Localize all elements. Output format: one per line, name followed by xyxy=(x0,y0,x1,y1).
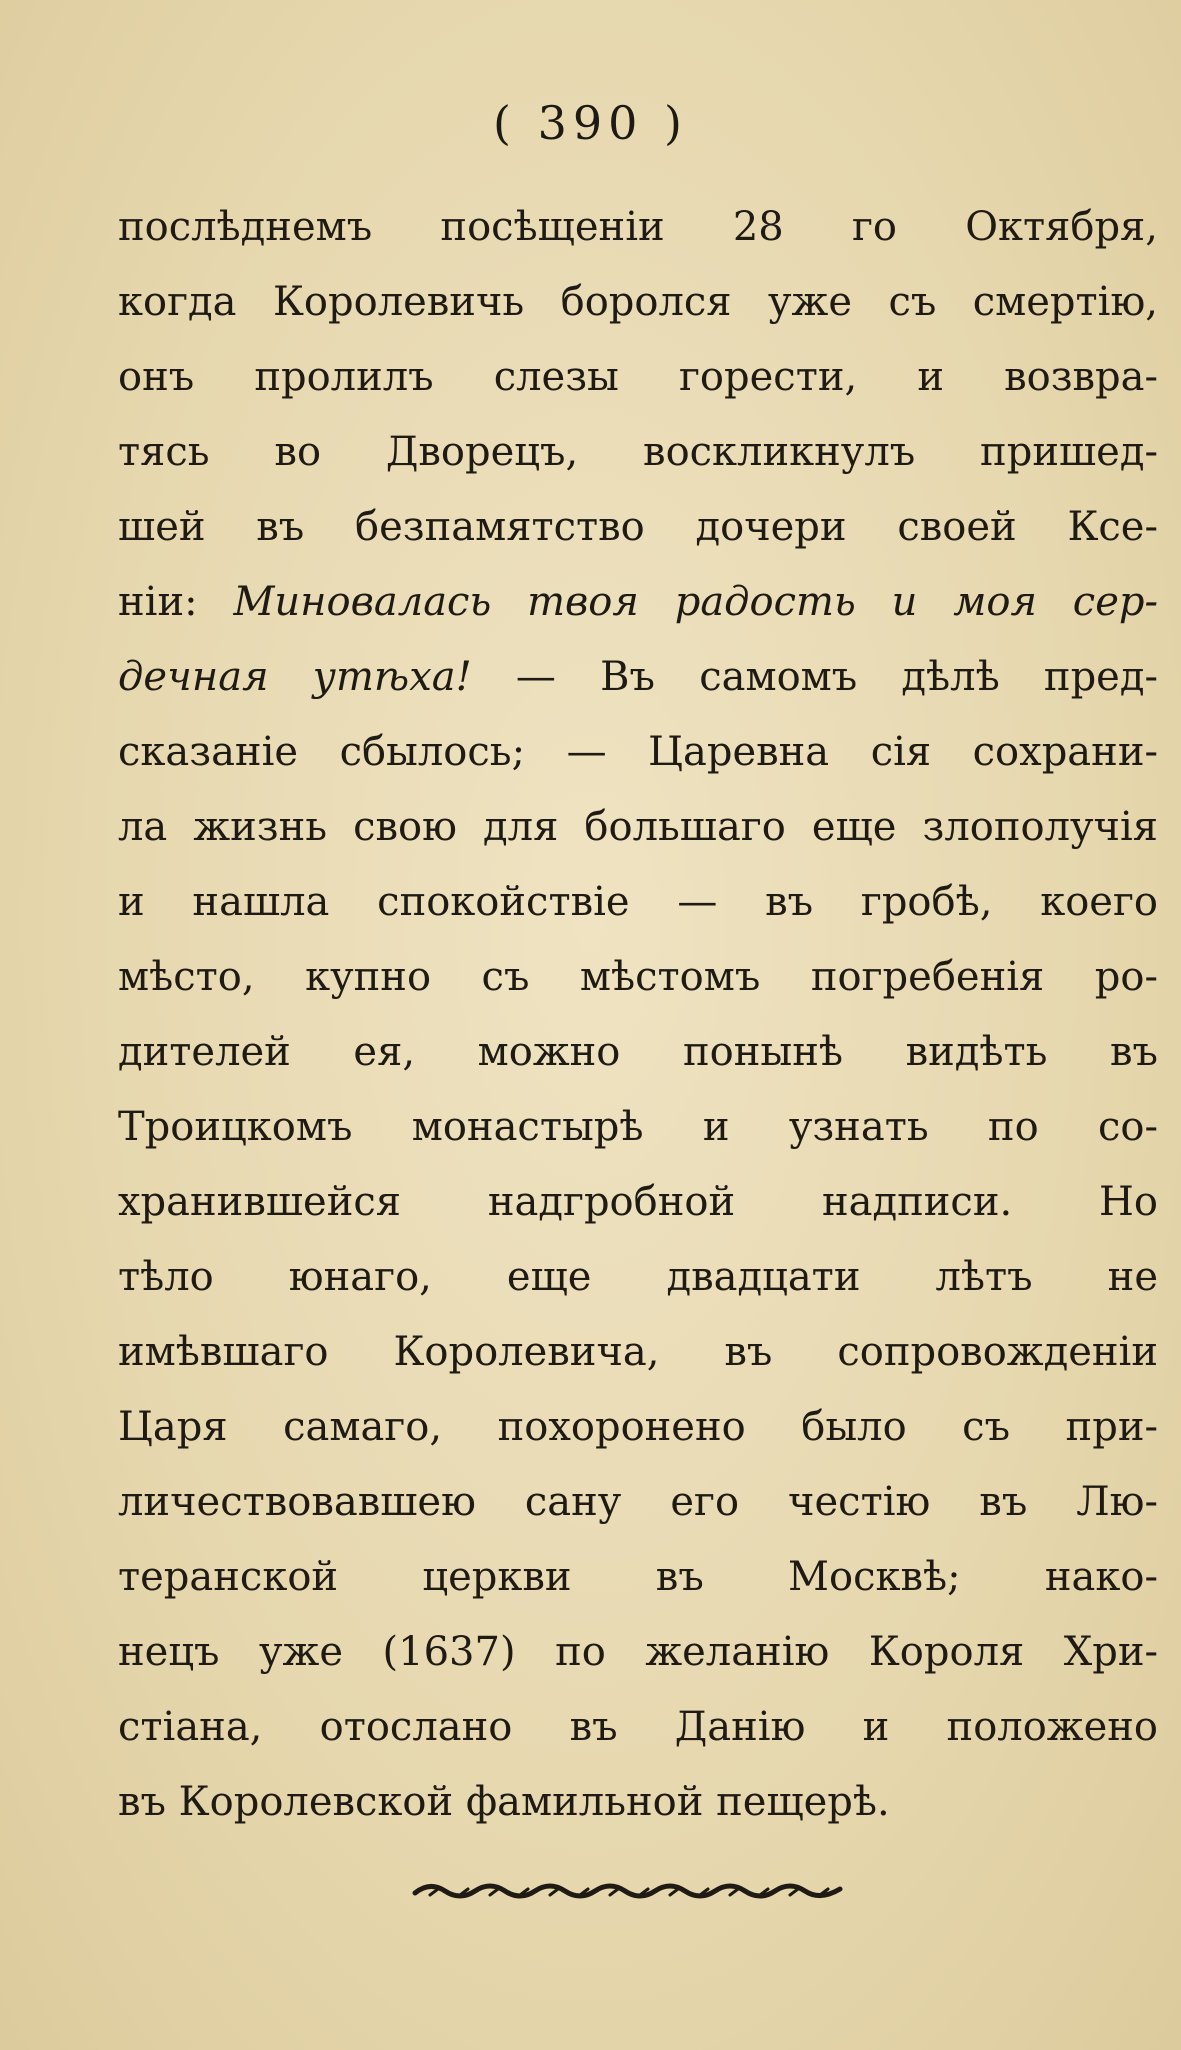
text-line: дителей ея, можно понынѣ видѣть въ xyxy=(118,1029,1158,1075)
text-line: и нашла спокойствіе — въ гробѣ, коего xyxy=(118,879,1158,925)
body-text xyxy=(118,190,1158,1840)
text-line: тѣло юнаго, еще двадцати лѣтъ не xyxy=(118,1254,1158,1300)
text-line-last: въ Королевской фамильной пещерѣ. xyxy=(118,1779,890,1825)
text-line: имѣвшаго Королевича, въ сопровожденіи xyxy=(118,1329,1158,1375)
page-number: ( 390 ) xyxy=(493,96,688,150)
text-line: онъ пролилъ слезы горести, и возвра- xyxy=(118,354,1158,400)
text-line: стіана, отослано въ Данію и положено xyxy=(118,1704,1158,1750)
text-line: когда Королевичь боролся уже съ смертію, xyxy=(118,279,1158,325)
text-line: нецъ уже (1637) по желанію Короля Хри- xyxy=(118,1629,1158,1675)
text-line: шей въ безпамятство дочери своей Ксе- xyxy=(118,504,1158,550)
text-line: Царя самаго, похоронено было съ при- xyxy=(118,1404,1158,1450)
text-line: сказаніе сбылось; — Царевна сія сохрани- xyxy=(118,729,1158,775)
text-line: хранившейся надгробной надписи. Но xyxy=(118,1179,1158,1225)
text-line: послѣднемъ посѣщеніи 28 го Октября, xyxy=(118,204,1158,250)
italic-quote: дечная утѣха! xyxy=(118,654,472,700)
text-line: ніи: Миновалась твоя радость и моя сер- xyxy=(118,579,1158,625)
text-line: мѣсто, купно съ мѣстомъ погребенія ро- xyxy=(118,954,1158,1000)
decorative-ornament xyxy=(410,1875,850,1905)
text-line: теранской церкви въ Москвѣ; нако- xyxy=(118,1554,1158,1600)
text-line: Троицкомъ монастырѣ и узнать по со- xyxy=(118,1104,1158,1150)
text-line: личествовавшею сану его честію въ Лю- xyxy=(118,1479,1158,1525)
text-line: ла жизнь свою для большаго еще злополучія xyxy=(118,804,1158,850)
italic-quote: Миновалась твоя радость и моя сер- xyxy=(233,579,1158,625)
text-line: тясь во Дворецъ, воскликнулъ пришед- xyxy=(118,429,1158,475)
text-line: дечная утѣха! — Въ самомъ дѣлѣ пред- xyxy=(118,654,1158,700)
